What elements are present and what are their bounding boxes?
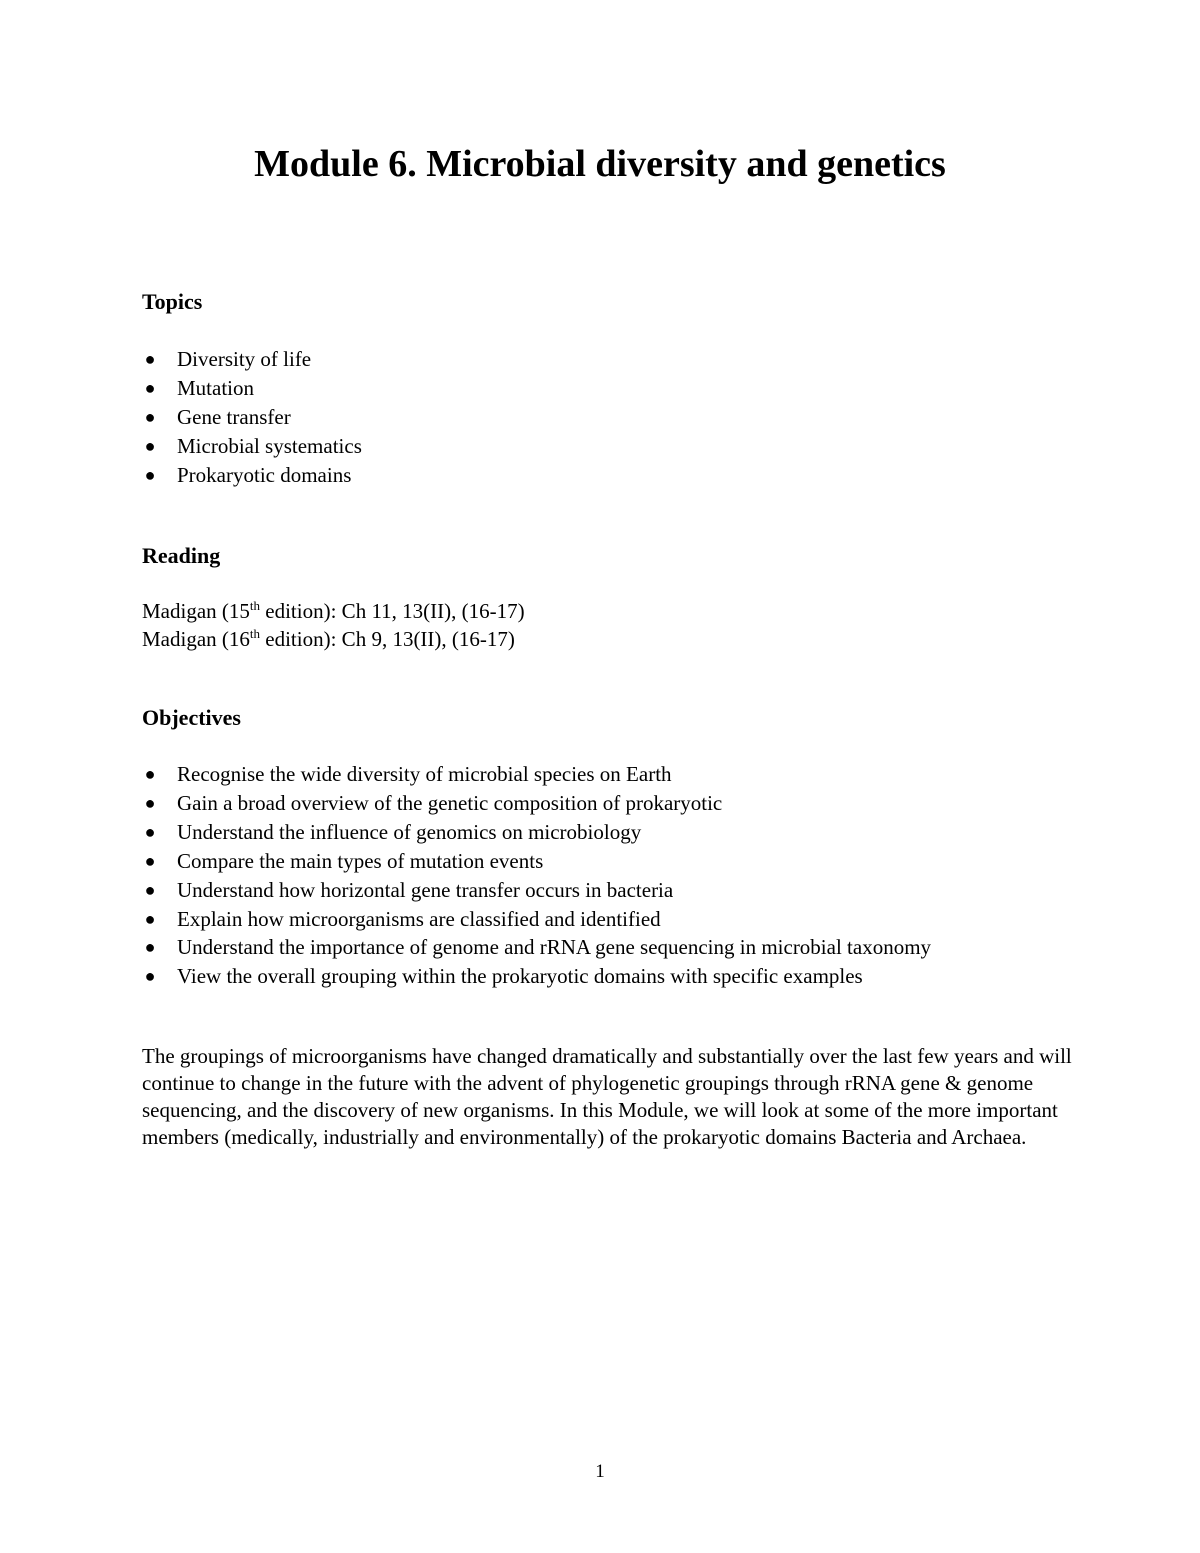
page-number: 1 [595,1461,605,1482]
list-item [142,403,362,432]
topic-text: Microbial systematics [177,433,362,458]
list-item [142,461,362,490]
topics-heading: Topics [142,289,203,314]
superscript: th [249,626,261,641]
objective-text: View the overall grouping within the prokaryotic domains with specific examples [177,964,863,989]
topics-list [142,345,362,490]
reading-text: Madigan (15 [142,599,250,623]
reading-heading: Reading [142,543,221,568]
intro-paragraph: The groupings of microorganisms have changed dramatically and substantially over the last few years and will continue to change in the future with the advent of phylogenetic groupings through rRNA gene & genome sequencing, and the discovery of new organisms. In this Module, we will look at some of the more important members (medically, industrially and environmentally) of the prokaryotic domains Bacteria and Archaea. [142,1044,1072,1149]
topic-text: Mutation [177,375,254,400]
objective-text: Recognise the wide diversity of microbial species on Earth [177,762,672,786]
bullet-icon: ● [144,879,156,900]
bullet-icon: ● [144,792,156,813]
reading-text: edition): Ch 11, 13(II), (16-17) [260,599,525,623]
reading-line [142,625,515,653]
objective-text: Understand the influence of genomics on microbiology [177,819,642,844]
list-item [142,962,931,991]
bullet-icon: ● [144,850,156,871]
topic-text: Diversity of life [177,347,312,371]
objectives-list [142,760,931,991]
list-item [142,876,931,905]
objective-text: Understand the importance of genome and rRNA gene sequencing in microbial taxonomy [177,935,932,960]
objectives-heading: Objectives [142,705,241,730]
list-item [142,818,931,847]
reading-line [142,597,525,625]
bullet-icon: ● [144,908,156,929]
list-item [142,847,931,876]
objective-text: Compare the main types of mutation events [177,848,544,873]
bullet-icon: ● [144,435,156,456]
objective-text: Understand how horizontal gene transfer occurs in bacteria [177,877,674,902]
bullet-icon: ● [144,966,156,987]
list-item [142,789,931,818]
list-item [142,933,931,962]
bullet-icon: ● [144,764,156,784]
reading-text: edition): Ch 9, 13(II), (16-17) [260,627,515,651]
objective-text: Gain a broad overview of the genetic composition of prokaryotic [177,790,723,815]
list-item [142,432,362,461]
bullet-icon: ● [144,821,156,842]
list-item [142,374,362,403]
superscript: th [249,598,261,613]
objective-text: Explain how microorganisms are classified and identified [177,906,661,931]
document-title: Module 6. Microbial diversity and genetics [254,143,946,185]
bullet-icon: ● [144,377,156,398]
bullet-icon: ● [144,464,156,485]
list-item [142,905,931,934]
bullet-icon: ● [144,406,156,427]
reading-text: Madigan (16 [142,627,250,651]
list-item [142,760,931,789]
bullet-icon: ● [144,349,156,369]
topic-text: Gene transfer [177,404,291,429]
bullet-icon: ● [144,937,156,958]
topic-text: Prokaryotic domains [177,462,352,487]
list-item [142,345,362,374]
